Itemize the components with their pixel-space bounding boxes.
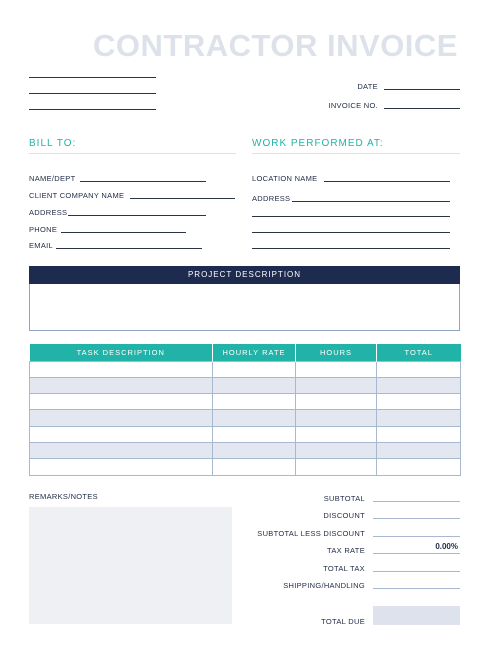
phone-label: PHONE	[29, 225, 58, 234]
hours-cell[interactable]	[296, 410, 377, 426]
company-line-1[interactable]	[29, 77, 156, 78]
hourly-rate-header: HOURLY RATE	[213, 344, 296, 361]
tax-rate-field[interactable]	[373, 553, 460, 554]
rate-cell[interactable]	[213, 410, 296, 426]
date-field[interactable]	[384, 89, 460, 90]
work-performed-heading: WORK PERFORMED AT:	[252, 138, 384, 149]
hours-header: HOURS	[296, 344, 377, 361]
task-table	[29, 344, 461, 476]
total-cell[interactable]	[377, 361, 461, 377]
total-cell[interactable]	[377, 394, 461, 410]
total-tax-label: TOTAL TAX	[323, 564, 365, 573]
rate-cell[interactable]	[213, 394, 296, 410]
table-row	[30, 377, 461, 393]
location-name-label: LOCATION NAME	[252, 174, 318, 183]
task-table-header	[30, 344, 461, 361]
remarks-label: REMARKS/NOTES	[29, 492, 98, 501]
rate-cell[interactable]	[213, 377, 296, 393]
total-cell[interactable]	[377, 442, 461, 458]
total-due-label: TOTAL DUE	[321, 617, 365, 626]
location-name-field[interactable]	[324, 181, 450, 182]
table-row	[30, 410, 461, 426]
table-row	[30, 361, 461, 377]
total-cell[interactable]	[377, 426, 461, 442]
table-row	[30, 442, 461, 458]
client-company-label: CLIENT COMPANY NAME	[29, 191, 125, 200]
bill-address-label: ADDRESS	[29, 208, 68, 217]
invoice-title: CONTRACTOR INVOICE	[93, 28, 458, 63]
rate-cell[interactable]	[213, 361, 296, 377]
hours-cell[interactable]	[296, 442, 377, 458]
work-address-line-3[interactable]	[252, 232, 450, 233]
email-field[interactable]	[56, 248, 202, 249]
bill-address-field[interactable]	[68, 215, 206, 216]
date-label: DATE	[357, 82, 378, 91]
hours-cell[interactable]	[296, 426, 377, 442]
hours-cell[interactable]	[296, 394, 377, 410]
task-cell[interactable]	[30, 377, 213, 393]
work-address-label: ADDRESS	[252, 194, 291, 203]
task-cell[interactable]	[30, 426, 213, 442]
rate-cell[interactable]	[213, 459, 296, 475]
remarks-field[interactable]	[29, 507, 232, 624]
rate-cell[interactable]	[213, 442, 296, 458]
company-line-2[interactable]	[29, 93, 156, 94]
subtotal-field[interactable]	[373, 501, 460, 502]
invoice-no-label: INVOICE NO.	[328, 101, 378, 110]
bill-to-divider	[29, 153, 236, 154]
total-tax-field[interactable]	[373, 571, 460, 572]
email-label: EMAIL	[29, 241, 54, 250]
discount-label: DISCOUNT	[323, 511, 365, 520]
discount-field[interactable]	[373, 518, 460, 519]
task-description-header: TASK DESCRIPTION	[30, 344, 213, 361]
bill-to-heading: BILL TO:	[29, 138, 77, 149]
shipping-label: SHIPPING/HANDLING	[283, 581, 365, 590]
company-line-3[interactable]	[29, 109, 156, 110]
task-cell[interactable]	[30, 410, 213, 426]
rate-cell[interactable]	[213, 426, 296, 442]
project-description-header: PROJECT DESCRIPTION	[29, 266, 460, 284]
work-performed-divider	[252, 153, 460, 154]
task-cell[interactable]	[30, 459, 213, 475]
table-row	[30, 459, 461, 475]
phone-field[interactable]	[61, 232, 186, 233]
task-cell[interactable]	[30, 361, 213, 377]
total-cell[interactable]	[377, 377, 461, 393]
hours-cell[interactable]	[296, 459, 377, 475]
task-cell[interactable]	[30, 394, 213, 410]
task-cell[interactable]	[30, 442, 213, 458]
tax-rate-label: TAX RATE	[327, 546, 365, 555]
hours-cell[interactable]	[296, 377, 377, 393]
hours-cell[interactable]	[296, 361, 377, 377]
invoice-no-field[interactable]	[384, 108, 460, 109]
table-row	[30, 394, 461, 410]
subtotal-less-discount-label: SUBTOTAL LESS DISCOUNT	[257, 529, 365, 538]
subtotal-label: SUBTOTAL	[323, 494, 365, 503]
tax-rate-value[interactable]: 0.00%	[435, 542, 458, 551]
total-header: TOTAL	[377, 344, 461, 361]
project-description-field[interactable]	[29, 284, 460, 331]
total-due-field[interactable]	[373, 606, 460, 625]
name-dept-label: NAME/DEPT	[29, 174, 76, 183]
table-row	[30, 426, 461, 442]
subtotal-less-discount-field[interactable]	[373, 536, 460, 537]
total-cell[interactable]	[377, 410, 461, 426]
work-address-line-2[interactable]	[252, 216, 450, 217]
client-company-field[interactable]	[130, 198, 235, 199]
work-address-line-4[interactable]	[252, 248, 450, 249]
work-address-field[interactable]	[292, 201, 450, 202]
total-cell[interactable]	[377, 459, 461, 475]
name-dept-field[interactable]	[80, 181, 206, 182]
shipping-field[interactable]	[373, 588, 460, 589]
